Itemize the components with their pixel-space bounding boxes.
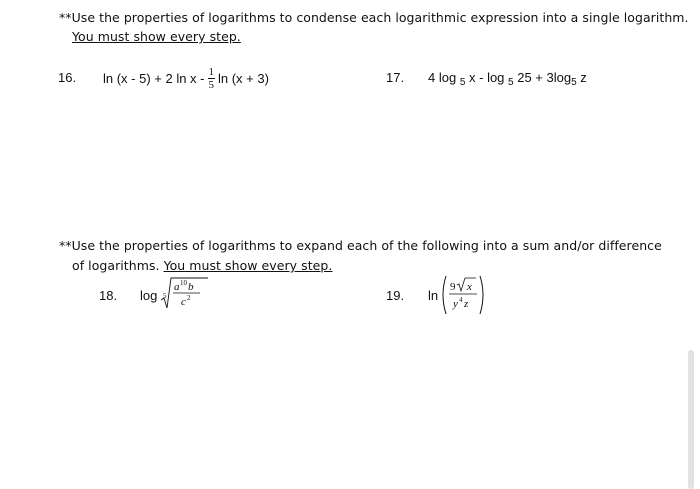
problem-18-radical xyxy=(160,274,210,314)
radicand-a-exponent: 10 xyxy=(180,279,187,287)
coefficient: 9 xyxy=(450,281,456,293)
fraction-denominator: 5 xyxy=(208,78,214,91)
problem-16-part2: ln (x + 3) xyxy=(218,70,269,86)
radicand-c: c xyxy=(181,296,186,308)
denominator-y: y xyxy=(453,298,458,310)
denominator-y-exponent: 4 xyxy=(459,296,463,304)
condense-instruction: **Use the properties of logarithms to condense each logarithmic expression into a single logarithm. xyxy=(59,10,689,25)
problem-19-ln: ln xyxy=(428,288,439,303)
log-base: 5 xyxy=(508,77,514,88)
expand-instruction-text: of logarithms. xyxy=(72,258,160,273)
vertical-scrollbar[interactable] xyxy=(688,350,694,489)
problem-17-number: 17. xyxy=(386,70,405,85)
problem-17-term-b: x - log xyxy=(469,70,505,85)
left-paren-icon xyxy=(443,276,446,314)
log-base: 5 xyxy=(459,77,466,88)
problem-18-log: log xyxy=(140,288,158,303)
expand-instruction-line1: **Use the properties of logarithms to expand each of the following into a sum and/or difference xyxy=(59,238,662,253)
problem-19-number: 19. xyxy=(386,288,405,303)
problem-17-expression xyxy=(428,70,587,88)
radicand-a: a xyxy=(174,281,180,293)
problem-19-expression xyxy=(440,274,486,316)
radicand-b: b xyxy=(188,281,194,293)
problem-16-number: 16. xyxy=(58,70,77,85)
problem-17-term-c: 25 + 3log xyxy=(517,70,572,85)
problem-18-number: 18. xyxy=(99,288,118,303)
log-base: 5 xyxy=(571,77,577,88)
expand-must-show: You must show every step. xyxy=(163,258,333,273)
one-fifth-fraction xyxy=(208,66,216,91)
radicand-c-exponent: 2 xyxy=(187,294,191,302)
problem-16-expression xyxy=(103,63,269,93)
problem-17-term-d: z xyxy=(580,70,587,85)
denominator-z: z xyxy=(464,298,469,310)
expand-instruction-line2 xyxy=(72,258,332,273)
sqrt-radicand: x xyxy=(467,281,472,293)
root-index: 5 xyxy=(163,292,167,300)
condense-must-show: You must show every step. xyxy=(72,29,241,44)
problem-16-part1: ln (x - 5) + 2 ln x - xyxy=(103,70,205,86)
problem-17-term-a: 4 log xyxy=(428,70,457,85)
fraction-numerator: 1 xyxy=(208,65,214,78)
right-paren-icon xyxy=(480,276,483,314)
